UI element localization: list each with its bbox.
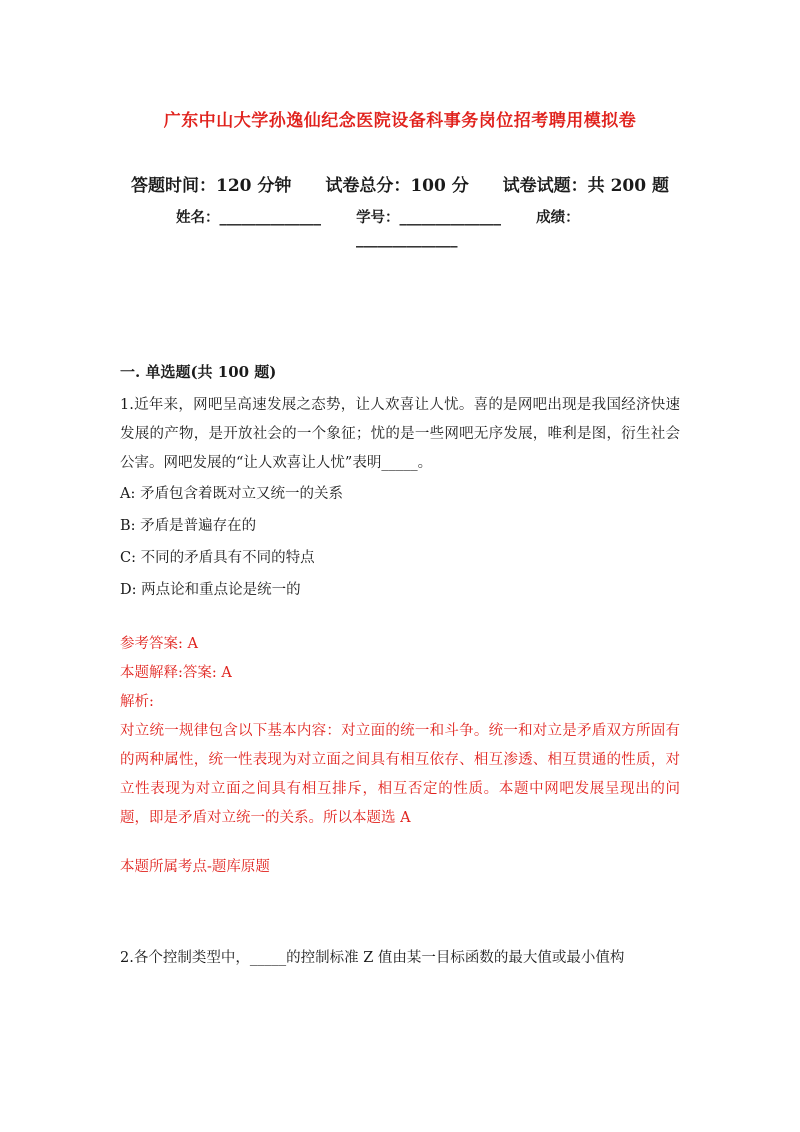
exam-content [120, 358, 680, 973]
exam-meta [0, 171, 800, 196]
total-score: 试卷总分：100 分 [325, 176, 469, 196]
option-d: D: 两点论和重点论是统一的 [120, 582, 301, 598]
option-b: B: 矛盾是普遍存在的 [120, 518, 257, 534]
knowledge-point: 本题所属考点-题库原题 [120, 859, 270, 875]
exam-title: 广东中山大学孙逸仙纪念医院设备科事务岗位招考聘用模拟卷 [163, 111, 637, 131]
score-field: 成绩： [536, 209, 580, 226]
answer: 参考答案: A [120, 636, 198, 652]
analysis-label: 解析: [120, 694, 154, 710]
analysis-text: 对立统一规律包含以下基本内容：对立面的统一和斗争。统一和对立是矛盾双方所固有的两种属性，统一性表现为对立面之间具有相互依存、相互渗透、相互贯通的性质，对立性表现为对立面之间具有相互排斥，相互否定的性质。本题中网吧发展呈现出的问题，即是矛盾对立统一的关系。所以本题选 A [120, 723, 680, 826]
section-title: 一. 单选题(共 100 题) [120, 363, 277, 381]
student-info [176, 206, 676, 248]
question-1-text: 1.近年来，网吧呈高速发展之态势，让人欢喜让人忧。喜的是网吧出现是我国经济快速发展的产物，是开放社会的一个象征；忧的是一些网吧无序发展，唯利是图，衍生社会公害。网吧发展的“让人欢喜让人忧”表明_____。 [120, 397, 680, 471]
question-2-text: 2.各个控制类型中，_____的控制标准 Z 值由某一目标函数的最大值或最小值构 [120, 950, 625, 966]
student-id-field: 学号：______________ [356, 209, 502, 226]
question-count: 试卷试题：共 200 题 [502, 176, 669, 196]
time-limit: 答题时间：120 分钟 [131, 176, 292, 196]
score-line: ______________ [356, 231, 458, 248]
option-a: A: 矛盾包含着既对立又统一的关系 [120, 486, 343, 502]
option-c: C: 不同的矛盾具有不同的特点 [120, 550, 315, 566]
name-field: 姓名：______________ [176, 209, 321, 226]
explanation-label: 本题解释:答案: A [120, 665, 232, 681]
